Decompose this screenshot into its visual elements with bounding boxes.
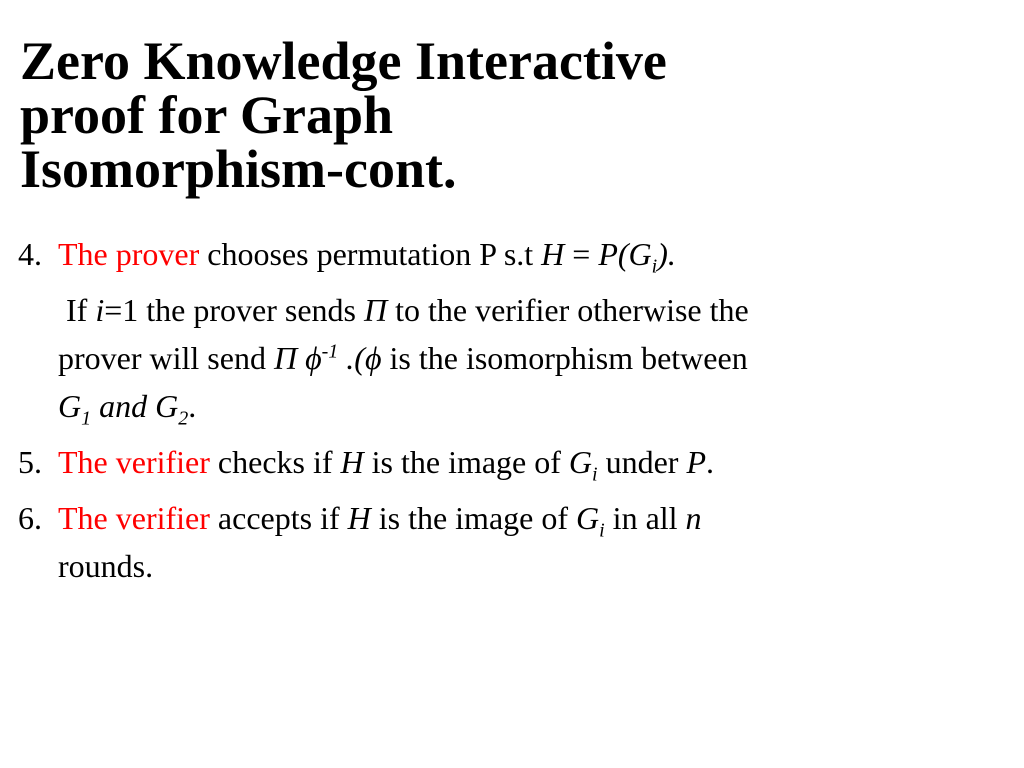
slide-body xyxy=(18,230,978,590)
detail-g1-sub: 1 xyxy=(81,407,92,430)
step-4-number: 4. xyxy=(18,236,42,272)
step-4-eq-open: ( xyxy=(617,236,629,272)
step-5-p: P xyxy=(686,444,706,480)
step-4-detail-line-3 xyxy=(58,382,978,430)
step-4-eq-g: G xyxy=(628,236,652,272)
detail-line2-a: prover will send xyxy=(58,340,274,376)
title-line-3: Isomorphism-cont. xyxy=(20,139,457,199)
step-5-text-b: is the image of xyxy=(363,444,569,480)
step-6-line-2: rounds. xyxy=(58,548,154,584)
step-4-eq-equals: = xyxy=(564,236,599,272)
step-5-h: H xyxy=(340,444,364,480)
step-5-text-c: under xyxy=(597,444,687,480)
detail-and: and xyxy=(91,388,156,424)
step-5 xyxy=(18,438,978,486)
step-6-g: G xyxy=(576,500,600,536)
step-4-detail xyxy=(18,286,978,430)
step-6-n: n xyxy=(685,500,702,536)
step-4 xyxy=(18,230,978,278)
detail-rest2: is the isomorphism between xyxy=(381,340,748,376)
step-5-sub: i xyxy=(592,463,598,486)
title-line-2: proof for Graph xyxy=(20,85,394,145)
slide-title xyxy=(20,31,1000,199)
pi-symbol: Π xyxy=(363,292,388,328)
step-6-number: 6. xyxy=(18,500,42,536)
detail-g1: G xyxy=(58,388,82,424)
step-4-detail-line-1 xyxy=(58,286,978,334)
phi-symbol: ϕ xyxy=(297,340,322,376)
step-4-eq-close: ). xyxy=(657,236,676,272)
step-6 xyxy=(18,494,978,590)
step-6-text-b: is the image of xyxy=(370,500,576,536)
detail-eq1: =1 the prover sends xyxy=(104,292,364,328)
phi-symbol-2: ϕ xyxy=(364,340,382,376)
detail-dot-open: .( xyxy=(338,340,365,376)
step-4-line xyxy=(58,230,978,278)
step-6-sub: i xyxy=(599,519,605,542)
step-5-line xyxy=(58,438,978,486)
step-5-actor: The verifier xyxy=(58,444,210,480)
step-6-line-1 xyxy=(58,494,978,542)
step-4-text: chooses permutation P s.t xyxy=(199,236,542,272)
step-5-text-a: checks if xyxy=(209,444,341,480)
step-6-h: H xyxy=(347,500,371,536)
detail-i: i xyxy=(95,292,105,328)
phi-inverse-sup: -1 xyxy=(321,340,339,363)
title-line-1: Zero Knowledge Interactive xyxy=(20,31,667,91)
detail-g2: G xyxy=(155,388,179,424)
step-4-eq-sub: i xyxy=(651,255,658,278)
detail-if: If xyxy=(66,292,96,328)
step-5-end: . xyxy=(705,444,714,480)
step-5-g: G xyxy=(568,444,593,480)
pi-symbol-2: Π xyxy=(273,340,298,376)
step-5-number: 5. xyxy=(18,444,42,480)
step-4-actor: The prover xyxy=(58,236,200,272)
step-6-actor: The verifier xyxy=(58,500,210,536)
detail-g2-sub: 2 xyxy=(178,407,189,430)
step-4-detail-line-2 xyxy=(58,334,978,382)
step-6-text-c: in all xyxy=(604,500,686,536)
detail-rest1: to the verifier otherwise the xyxy=(387,292,749,328)
step-4-eq-p: P xyxy=(598,236,618,272)
step-4-eq-h: H xyxy=(541,236,565,272)
step-6-text-a: accepts if xyxy=(209,500,348,536)
detail-period: . xyxy=(188,388,197,424)
